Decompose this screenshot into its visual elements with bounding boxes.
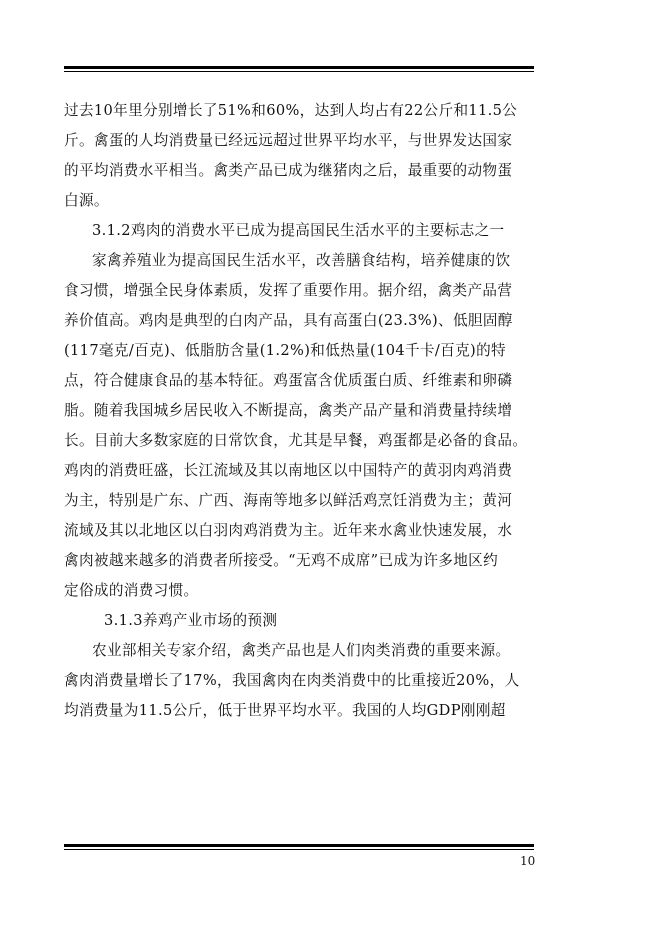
text-line: 脂。随着我国城乡居民收入不断提高，禽类产品产量和消费量持续增	[64, 402, 513, 419]
footer-rule-thick	[64, 844, 534, 847]
body-text	[64, 96, 536, 726]
text-line: 为主，特别是广东、广西、海南等地多以鲜活鸡烹饪消费为主；黄河	[64, 492, 513, 509]
text-line: 鸡肉的消费旺盛，长江流域及其以南地区以中国特产的黄羽肉鸡消费	[64, 462, 513, 479]
text-line: 均消费量为11.5公斤，低于世界平均水平。我国的人均GDP刚刚超	[64, 702, 506, 719]
text-line: 禽肉被越来越多的消费者所接受。“无鸡不成席”已成为许多地区约	[64, 552, 499, 569]
text-line: (117毫克/百克)、低脂肪含量(1.2%)和低热量(104千卡/百克)的特	[64, 342, 506, 359]
text-line: 的平均消费水平相当。禽类产品已成为继猪肉之后，最重要的动物蛋	[64, 162, 513, 179]
text-line: 禽肉消费量增长了17%，我国禽肉在肉类消费中的比重接近20%，人	[64, 672, 520, 689]
page-number: 10	[520, 854, 536, 868]
text-line: 食习惯，增强全民身体素质，发挥了重要作用。据介绍，禽类产品营	[64, 282, 513, 299]
text-line: 点，符合健康食品的基本特征。鸡蛋富含优质蛋白质、纤维素和卵磷	[64, 372, 513, 389]
header-rule-thin	[64, 71, 534, 72]
text-line: 养价值高。鸡肉是典型的白肉产品，具有高蛋白(23.3%)、低胆固醇	[64, 312, 513, 329]
text-line: 斤。禽蛋的人均消费量已经远远超过世界平均水平，与世界发达国家	[64, 132, 513, 149]
footer-rule-thin	[64, 849, 534, 850]
text-line: 流域及其以北地区以白羽肉鸡消费为主。近年来水禽业快速发展，水	[64, 522, 513, 539]
text-line: 过去10年里分别增长了51%和60%，达到人均占有22公斤和11.5公	[64, 102, 518, 119]
text-line: 长。目前大多数家庭的日常饮食，尤其是早餐，鸡蛋都是必备的食品。	[64, 432, 528, 449]
text-line: 定俗成的消费习惯。	[64, 582, 199, 599]
text-line: 农业部相关专家介绍，禽类产品也是人们肉类消费的重要来源。	[92, 642, 511, 659]
section-heading-3-1-2: 3.1.2鸡肉的消费水平已成为提高国民生活水平的主要标志之一	[92, 222, 505, 239]
text-line: 家禽养殖业为提高国民生活水平，改善膳食结构，培养健康的饮	[92, 252, 511, 269]
text-line: 白源。	[64, 192, 109, 209]
header-rule-thick	[64, 66, 534, 69]
section-heading-3-1-3: 3.1.3养鸡产业市场的预测	[104, 612, 278, 629]
